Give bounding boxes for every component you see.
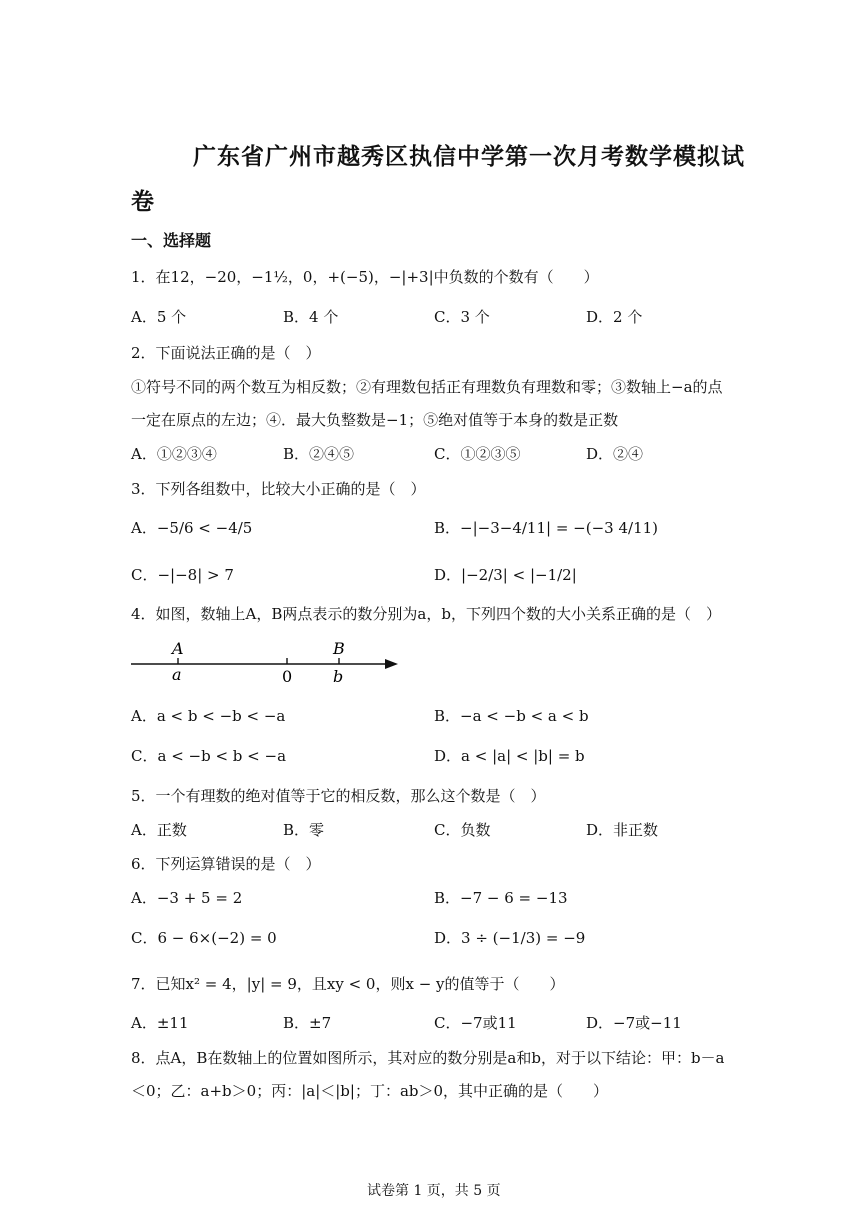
question-6-stem: 6．下列运算错误的是（ ）: [131, 855, 321, 873]
question-1-option-d: D．2 个: [586, 308, 643, 326]
question-5-option-a: A．正数: [131, 821, 187, 839]
question-3-option-a: A．−5/6 < −4/5: [131, 519, 253, 537]
question-2-option-b: B．②④⑤: [283, 445, 355, 463]
question-7-option-b: B．±7: [283, 1014, 332, 1032]
question-5-stem: 5．一个有理数的绝对值等于它的相反数，那么这个数是（ ）: [131, 787, 546, 805]
question-7-option-a: A．±11: [131, 1014, 189, 1032]
question-5-option-c: C．负数: [434, 821, 491, 839]
question-3-option-b: B．−|−3−4/11| = −(−3 4/11): [434, 519, 659, 537]
arrow-right-icon: [385, 659, 398, 669]
page-title: 广东省广州市越秀区执信中学第一次月考数学模拟试: [193, 143, 745, 170]
page-footer: 试卷第 1 页，共 5 页: [367, 1183, 501, 1199]
question-3-stem: 3．下列各组数中，比较大小正确的是（ ）: [131, 480, 426, 498]
label-value-a: a: [172, 665, 182, 684]
question-8-stem-line-2: ＜0；乙：a+b＞0；丙：|a|＜|b|；丁：ab＞0，其中正确的是（ ）: [131, 1082, 609, 1100]
question-7-option-c: C．−7或11: [434, 1014, 517, 1032]
question-1-stem: 1．在12，−20，−1½，0，+(−5)，−|+3|中负数的个数有（ ）: [131, 268, 599, 286]
question-2-option-d: D．②④: [586, 445, 644, 463]
question-4-stem: 4．如图，数轴上A，B两点表示的数分别为a，b，下列四个数的大小关系正确的是（ ）: [131, 605, 721, 623]
question-4-option-a: A．a < b < −b < −a: [131, 707, 286, 725]
question-1-option-b: B．4 个: [283, 308, 339, 326]
question-7-option-d: D．−7或−11: [586, 1014, 682, 1032]
question-6-option-c: C．6 − 6×(−2) = 0: [131, 929, 277, 947]
question-6-option-d: D．3 ÷ (−1/3) = −9: [434, 929, 586, 947]
question-6-option-b: B．−7 − 6 = −13: [434, 889, 568, 907]
question-1-option-a: A．5 个: [131, 308, 187, 326]
question-6-option-a: A．−3 + 5 = 2: [131, 889, 243, 907]
question-8-stem-line-1: 8．点A，B在数轴上的位置如图所示，其对应的数分别是a和b，对于以下结论：甲：b－a: [131, 1049, 725, 1067]
label-value-b: b: [333, 667, 344, 686]
label-point-B: B: [333, 639, 345, 658]
question-1-option-c: C．3 个: [434, 308, 490, 326]
question-3-option-d: D．|−2/3| < |−1/2|: [434, 566, 577, 584]
question-2-statement-line-2: 一定在原点的左边；④．最大负整数是−1；⑤绝对值等于本身的数是正数: [131, 411, 619, 429]
question-5-option-d: D．非正数: [586, 821, 659, 839]
page-title-continued: 卷: [131, 188, 155, 215]
question-3-option-c: C．−|−8| > 7: [131, 566, 234, 584]
label-point-A: A: [172, 639, 184, 658]
number-line-figure: [128, 638, 408, 688]
question-2-statement-line-1: ①符号不同的两个数互为相反数；②有理数包括正有理数负有理数和零；③数轴上−a的点: [131, 378, 723, 396]
question-5-option-b: B．零: [283, 821, 325, 839]
question-2-option-c: C．①②③⑤: [434, 445, 521, 463]
question-4-option-b: B．−a < −b < a < b: [434, 707, 589, 725]
label-zero: 0: [282, 667, 293, 686]
section-heading: 一、选择题: [131, 231, 212, 250]
question-4-option-c: C．a < −b < b < −a: [131, 747, 287, 765]
question-4-option-d: D．a < |a| < |b| = b: [434, 747, 585, 765]
question-2-stem: 2．下面说法正确的是（ ）: [131, 344, 321, 362]
question-2-option-a: A．①②③④: [131, 445, 217, 463]
question-7-stem: 7．已知x² = 4，|y| = 9，且xy < 0，则x − y的值等于（ ）: [131, 975, 565, 993]
